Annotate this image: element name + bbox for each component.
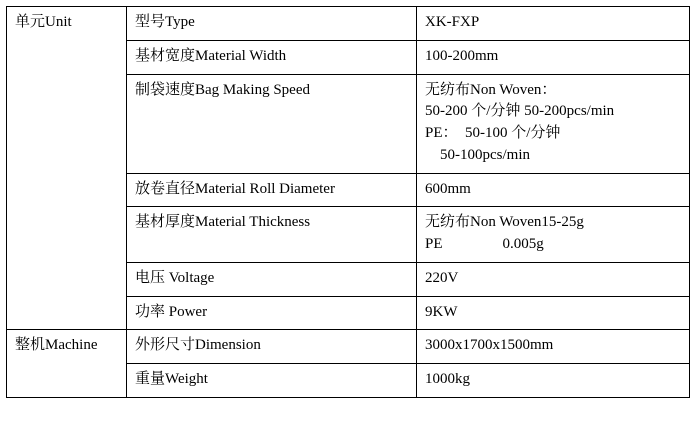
spec-value [417,296,690,330]
spec-value [417,364,690,398]
spec-item: 基材厚度Material Thickness [127,207,417,263]
spec-value-line: 3000x1700x1500mm [425,337,554,354]
spec-item: 电压 Voltage [127,262,417,296]
spec-value-line: 无纺布Non Woven15-25g [425,214,584,231]
group-label-unit: 单元Unit [7,7,127,330]
spec-item: 功率 Power [127,296,417,330]
spec-value [417,262,690,296]
spec-value-line: PE： 50-100 个/分钟 [425,125,561,141]
spec-value [417,330,690,364]
spec-item: 外形尺寸Dimension [127,330,417,364]
spec-value-line: PE 0.005g [425,236,544,252]
spec-value-line: 50-100pcs/min [425,146,530,163]
spec-item: 制袋速度Bag Making Speed [127,74,417,173]
spec-value-line: 无纺布Non Woven： [425,81,557,98]
table-row [7,330,690,364]
spec-value-line: 600mm [425,180,471,197]
spec-item: 型号Type [127,7,417,41]
spec-value [417,7,690,41]
spec-value-line: 100-200mm [425,47,499,64]
spec-value-line: 50-200 个/分钟 50-200pcs/min [425,103,615,120]
spec-value [417,40,690,74]
spec-value [417,173,690,207]
specification-table [6,6,690,398]
table-row [7,7,690,41]
spec-value-line: 1000kg [425,371,470,387]
spec-item: 放卷直径Material Roll Diameter [127,173,417,207]
spec-value-line: 220V [425,269,459,286]
group-label-machine: 整机Machine [7,330,127,398]
spec-value-line: 9KW [425,303,458,320]
spec-value-line: XK-FXP [425,14,480,30]
spec-value [417,207,690,263]
spec-item: 重量Weight [127,364,417,398]
spec-item: 基材宽度Material Width [127,40,417,74]
spec-value [417,74,690,173]
